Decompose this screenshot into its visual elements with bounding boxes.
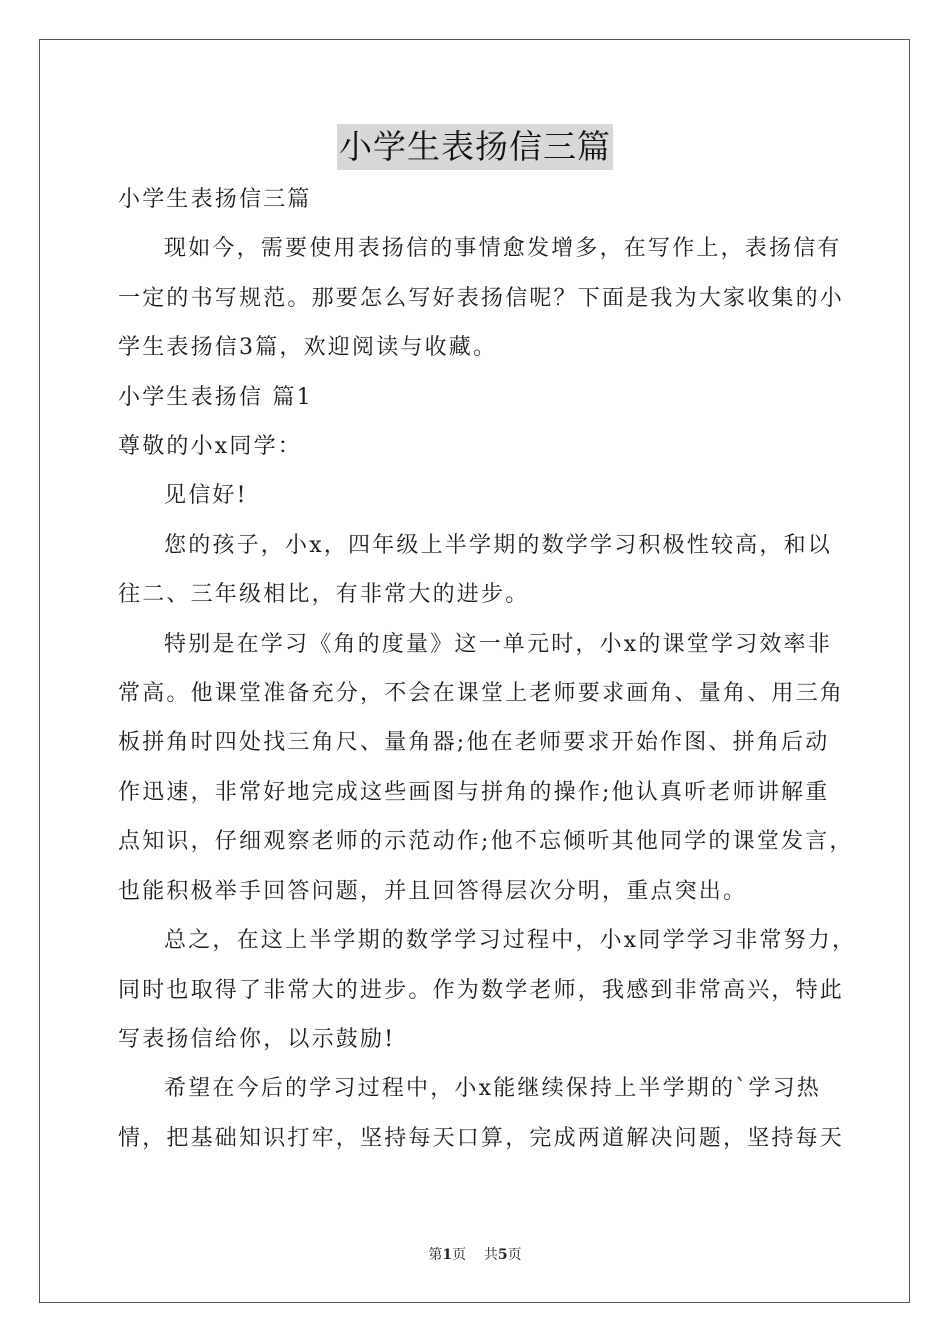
text-line: 尊敬的小x同学：: [118, 434, 303, 460]
text-line: 作迅速，非常好地完成这些画图与拼角的操作;他认真听老师讲解重: [118, 779, 830, 805]
document-body: [118, 175, 857, 1163]
page-footer: [0, 1246, 950, 1264]
text-line: 点知识，仔细观察老师的示范动作;他不忘倾听其他同学的课堂发言，: [118, 829, 854, 855]
text-line: 一定的书写规范。那要怎么写好表扬信呢？下面是我为大家收集的小: [118, 285, 845, 311]
footer-total-prefix: 共: [483, 1247, 498, 1263]
text-line: 往二、三年级相比，有非常大的进步。: [118, 582, 530, 608]
text-line: 现如今，需要使用表扬信的事情愈发增多，在写作上，表扬信有: [164, 236, 842, 262]
footer-page-total: 5: [497, 1247, 508, 1263]
footer-page-unit: 页: [452, 1247, 467, 1263]
text-line: 情，把基础知识打牢，坚持每天口算，完成两道解决问题，坚持每天: [118, 1125, 845, 1151]
text-line: 小学生表扬信 篇1: [118, 384, 313, 410]
text-line: 希望在今后的学习过程中，小x能继续保持上半学期的`学习热: [164, 1076, 822, 1102]
text-line: 见信好!: [164, 483, 248, 509]
footer-page-prefix: 第: [428, 1247, 443, 1263]
text-line: 同时也取得了非常大的进步。作为数学老师，我感到非常高兴，特此: [118, 977, 845, 1003]
document-title: 小学生表扬信三篇: [337, 124, 613, 170]
text-line: 写表扬信给你，以示鼓励!: [118, 1026, 396, 1052]
text-line: 您的孩子，小x，四年级上半学期的数学学习积极性较高，和以: [164, 532, 833, 558]
document-subtitle: 小学生表扬信三篇: [118, 187, 312, 212]
text-line: 特别是在学习《角的度量》这一单元时，小x的课堂学习效率非: [164, 631, 833, 657]
footer-page-current: 1: [442, 1247, 453, 1263]
text-line: 也能积极举手回答问题，并且回答得层次分明，重点突出。: [118, 878, 748, 904]
text-line: 总之，在这上半学期的数学学习过程中，小x同学学习非常努力，: [164, 928, 857, 954]
text-line: 板拼角时四处找三角尺、量角器;他在老师要求开始作图、拼角后动: [118, 730, 830, 756]
footer-total-unit: 页: [507, 1247, 522, 1263]
body-lines: [118, 224, 857, 1163]
text-line: 常高。他课堂准备充分，不会在课堂上老师要求画角、量角、用三角: [118, 681, 845, 707]
title-wrap: [0, 124, 950, 170]
text-line: 学生表扬信3篇，欢迎阅读与收藏。: [118, 335, 498, 361]
